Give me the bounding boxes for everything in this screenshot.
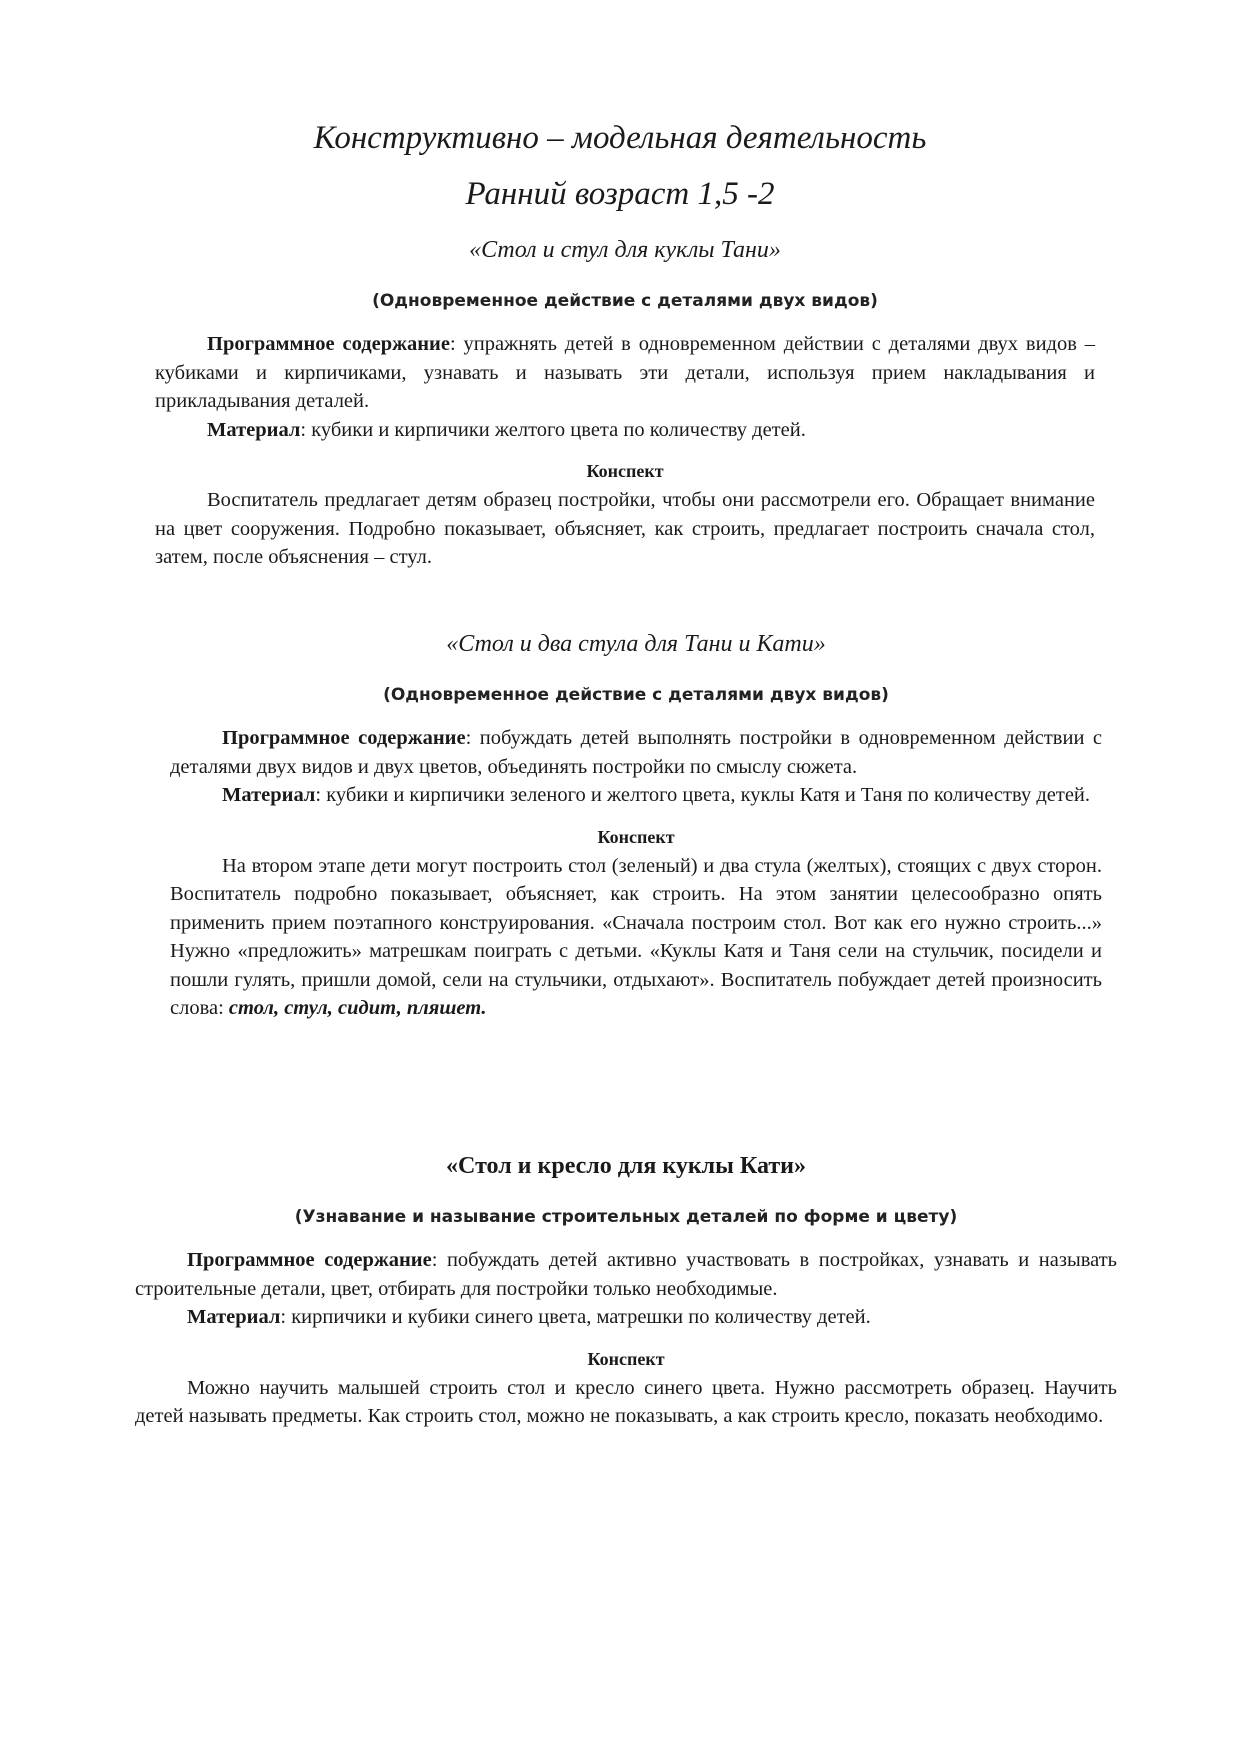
material-text: : кирпичики и кубики синего цвета, матрешки по количеству детей. (280, 1306, 871, 1328)
program-label: Программное содержание (187, 1249, 432, 1271)
program-label: Программное содержание (207, 333, 450, 355)
konspekt-heading: Конспект (597, 826, 675, 847)
section-table-chair-tanya (155, 234, 1095, 572)
program-label: Программное содержание (222, 727, 466, 749)
material-paragraph (170, 781, 1102, 810)
konspekt-body: На втором этапе дети могут построить стол (зеленый) и два стула (желтых), стоящих с двух сторон. Воспитатель подробно показывает, объясняет, как строить. На этом занятии целесообразно опять применить прием поэтапного конструирования. «Сначала построим стол. Вот как его нужно строить...» Нужно «предложить» матрешкам поиграть с детьми. «Куклы Катя и Таня сели на стульчик, посидели и пошли гулять, пришли домой, сели на стульчики, отдыхают». Воспитатель побуждает детей произносить слова: (170, 854, 1102, 1019)
program-text: : побуждать детей выполнять постройки в одновременном действии с деталями двух видов и двух цветов, объединять постройки по смыслу сюжета. (170, 727, 1103, 778)
section-subtitle: (Одновременное действие с деталями двух видов) (383, 685, 889, 705)
section-table-armchair-katya (135, 1150, 1117, 1431)
section-heading: «Стол и кресло для куклы Кати» (446, 1153, 806, 1179)
material-text: : кубики и кирпичики желтого цвета по количеству детей. (300, 418, 806, 441)
material-paragraph (155, 416, 1095, 445)
konspekt-heading: Конспект (587, 1348, 665, 1369)
material-paragraph (135, 1303, 1117, 1332)
program-content (155, 330, 1095, 416)
material-text: : кубики и кирпичики зеленого и желтого цвета, куклы Катя и Таня по количеству детей. (315, 784, 1091, 806)
section-subtitle: (Одновременное действие с деталями двух видов) (372, 291, 878, 311)
program-text: : побуждать детей активно участвовать в постройках, узнавать и называть строительные детали, цвет, отбирать для постройки только необходимые. (135, 1249, 1118, 1300)
konspekt-heading: Конспект (586, 461, 664, 481)
program-content (135, 1246, 1117, 1303)
konspekt-text (170, 852, 1102, 1023)
section-heading: «Стол и стул для куклы Тани» (469, 237, 781, 263)
program-content (170, 724, 1102, 781)
material-label: Материал (187, 1306, 281, 1328)
section-subtitle: (Узнавание и называние строительных деталей по форме и цвету) (294, 1207, 958, 1227)
konspekt-text: Воспитатель предлагает детям образец постройки, чтобы они рассмотрели его. Обращает внимание на цвет сооружения. Подробно показывает, объясняет, как строить, предлагает построить сначала стол, затем, после объяснения – стул. (155, 489, 1095, 568)
konspekt-emphasis-words: стол, стул, сидит, пляшет. (228, 997, 487, 1019)
section-table-two-chairs (170, 628, 1102, 1023)
age-group-title: Ранний возраст 1,5 -2 (465, 176, 775, 212)
document-title: Конструктивно – модельная деятельность (313, 120, 927, 156)
section-heading: «Стол и два стула для Тани и Кати» (446, 631, 826, 657)
material-label: Материал (222, 784, 316, 806)
program-text: : упражнять детей в одновременном действии с деталями двух видов – кубиками и кирпичиками, узнавать и называть эти детали, используя прием накладывания и прикладывания деталей. (155, 333, 1095, 412)
material-label: Материал (207, 418, 301, 441)
konspekt-text: Можно научить малышей строить стол и кресло синего цвета. Нужно рассмотреть образец. Научить детей называть предметы. Как строить стол, можно не показывать, а как строить кресло, показать необходимо. (135, 1376, 1117, 1427)
